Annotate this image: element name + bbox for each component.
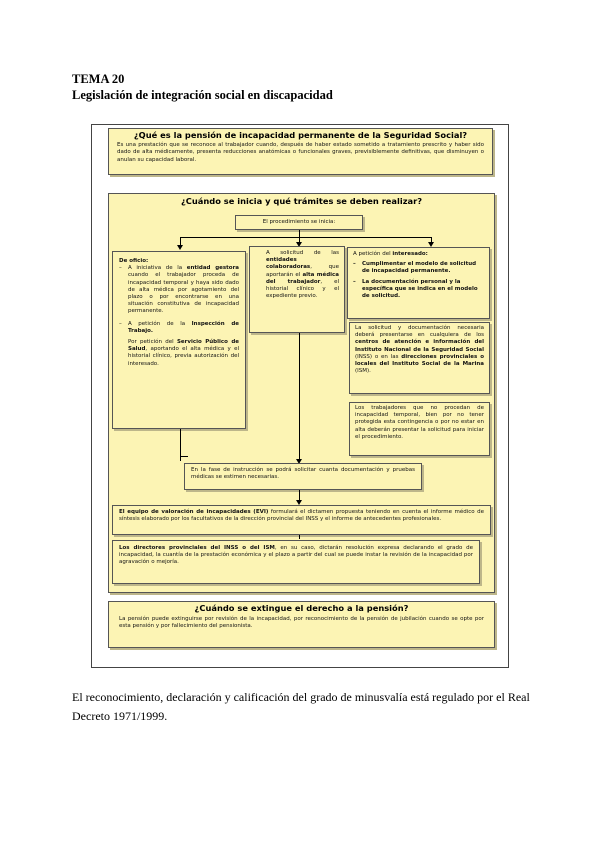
section-what-is-text: Es una prestación que se reconoce al trabajador cuando, después de haber estado sometido a tratamiento prescrito y haber sido dado de alta médicamente, presenta reducciones anatómicas o funcionales graves, previsiblemente definitivas, que disminuyen o anulan su capacidad laboral. — [117, 142, 484, 163]
page-subtitle: Legislación de integración social en discapacidad — [72, 88, 333, 102]
de-oficio-heading: De oficio: — [119, 258, 149, 264]
box-sin-incapacidad-temporal: Los trabajadores que no procedan de incapacidad temporal, bien por no tener protegida esta contingencia o por no estar en alta deberán presentar la solicitud para iniciar el procedimiento. — [349, 402, 490, 456]
connector-start-down — [299, 230, 300, 237]
connector-evi-directors — [299, 535, 300, 539]
connector-join-horizontal — [180, 456, 188, 457]
footer-paragraph: El reconocimiento, declaración y calificación del grado de minusvalía está regulado por el Real Decreto 1971/1999. — [72, 690, 530, 723]
tema-number: TEMA 20 — [72, 72, 125, 86]
de-oficio-item-salud: Por petición del Servicio Público de Salud, aportando el alta médica y el historial clínico, previa autorización del interesado. — [128, 339, 239, 367]
section-what-is-title: ¿Qué es la pensión de incapacidad permanente de la Seguridad Social? — [133, 130, 468, 140]
section-procedure-title: ¿Cuándo se inicia y qué trámites se deben realizar? — [180, 196, 423, 206]
connector-horizontal — [180, 237, 432, 238]
section-extinction-title: ¿Cuándo se extingue el derecho a la pensión? — [194, 603, 409, 613]
box-instruccion: En la fase de instrucción se podrá solicitar cuanta documentación y pruebas médicas se estimen necesarias. — [184, 463, 422, 490]
de-oficio-item-inspeccion: – A petición de la Inspección de Trabajo. — [119, 321, 239, 335]
section-what-is — [108, 128, 493, 175]
box-directores: Los directores provinciales del INSS o del ISM, en su caso, dictarán resolución expresa declarando el grado de incapacidad, la cuantía de la prestación económica y el plazo a partir del cual se puede instar la revisión de la incapacidad por agravación o mejoría. — [112, 540, 480, 584]
box-interesado — [347, 247, 490, 319]
arrow-left — [177, 245, 183, 250]
box-evi: El equipo de valoración de incapacidades (EVI) formulará el dictamen propuesta teniendo en cuenta el informe médico de síntesis elaborado por los facultativos de la dirección provincial del INSS y el informe de antecedentes profesionales. — [112, 505, 491, 535]
box-entidades-colaboradoras: A solicitud de las entidades colaboradoras, que aportarán el alta médica del trabajador, el historial clínico y el expediente previo. — [249, 246, 345, 333]
interesado-item-documentacion: – La documentación personal y la específica que se indica en el modelo de solicitud. — [353, 279, 484, 301]
procedure-start-box — [235, 215, 363, 230]
box-de-oficio — [112, 251, 246, 429]
section-extinction — [108, 601, 495, 648]
box-presentacion: La solicitud y documentación necesaria deberá presentarse en cualquiera de los centros de atención e información del Instituto Nacional de la Seguridad Social (INSS) o en las direcciones provinciales o locales del Instituto Social de la Marina (ISM). — [349, 322, 490, 394]
connector-middle-to-instruction — [299, 333, 300, 460]
procedure-start-text: El procedimiento se inicia: — [262, 219, 336, 225]
de-oficio-item-entidad: – A iniciativa de la entidad gestora cuando el trabajador proceda de incapacidad temporal y haya sido dado de alta médica por agotamiento del plazo o por encontrarse en una situación constitutiva de incapacidad permanente. — [119, 265, 239, 315]
section-extinction-text: La pensión puede extinguirse por revisión de la incapacidad, por reconocimiento de la pensión de jubilación cuando se opte por esta pensión y por fallecimiento del pensionista. — [119, 616, 484, 630]
interesado-heading: A petición del interesado: — [353, 251, 428, 257]
interesado-item-modelo: – Cumplimentar el modelo de solicitud de incapacidad permanente. — [353, 261, 484, 275]
